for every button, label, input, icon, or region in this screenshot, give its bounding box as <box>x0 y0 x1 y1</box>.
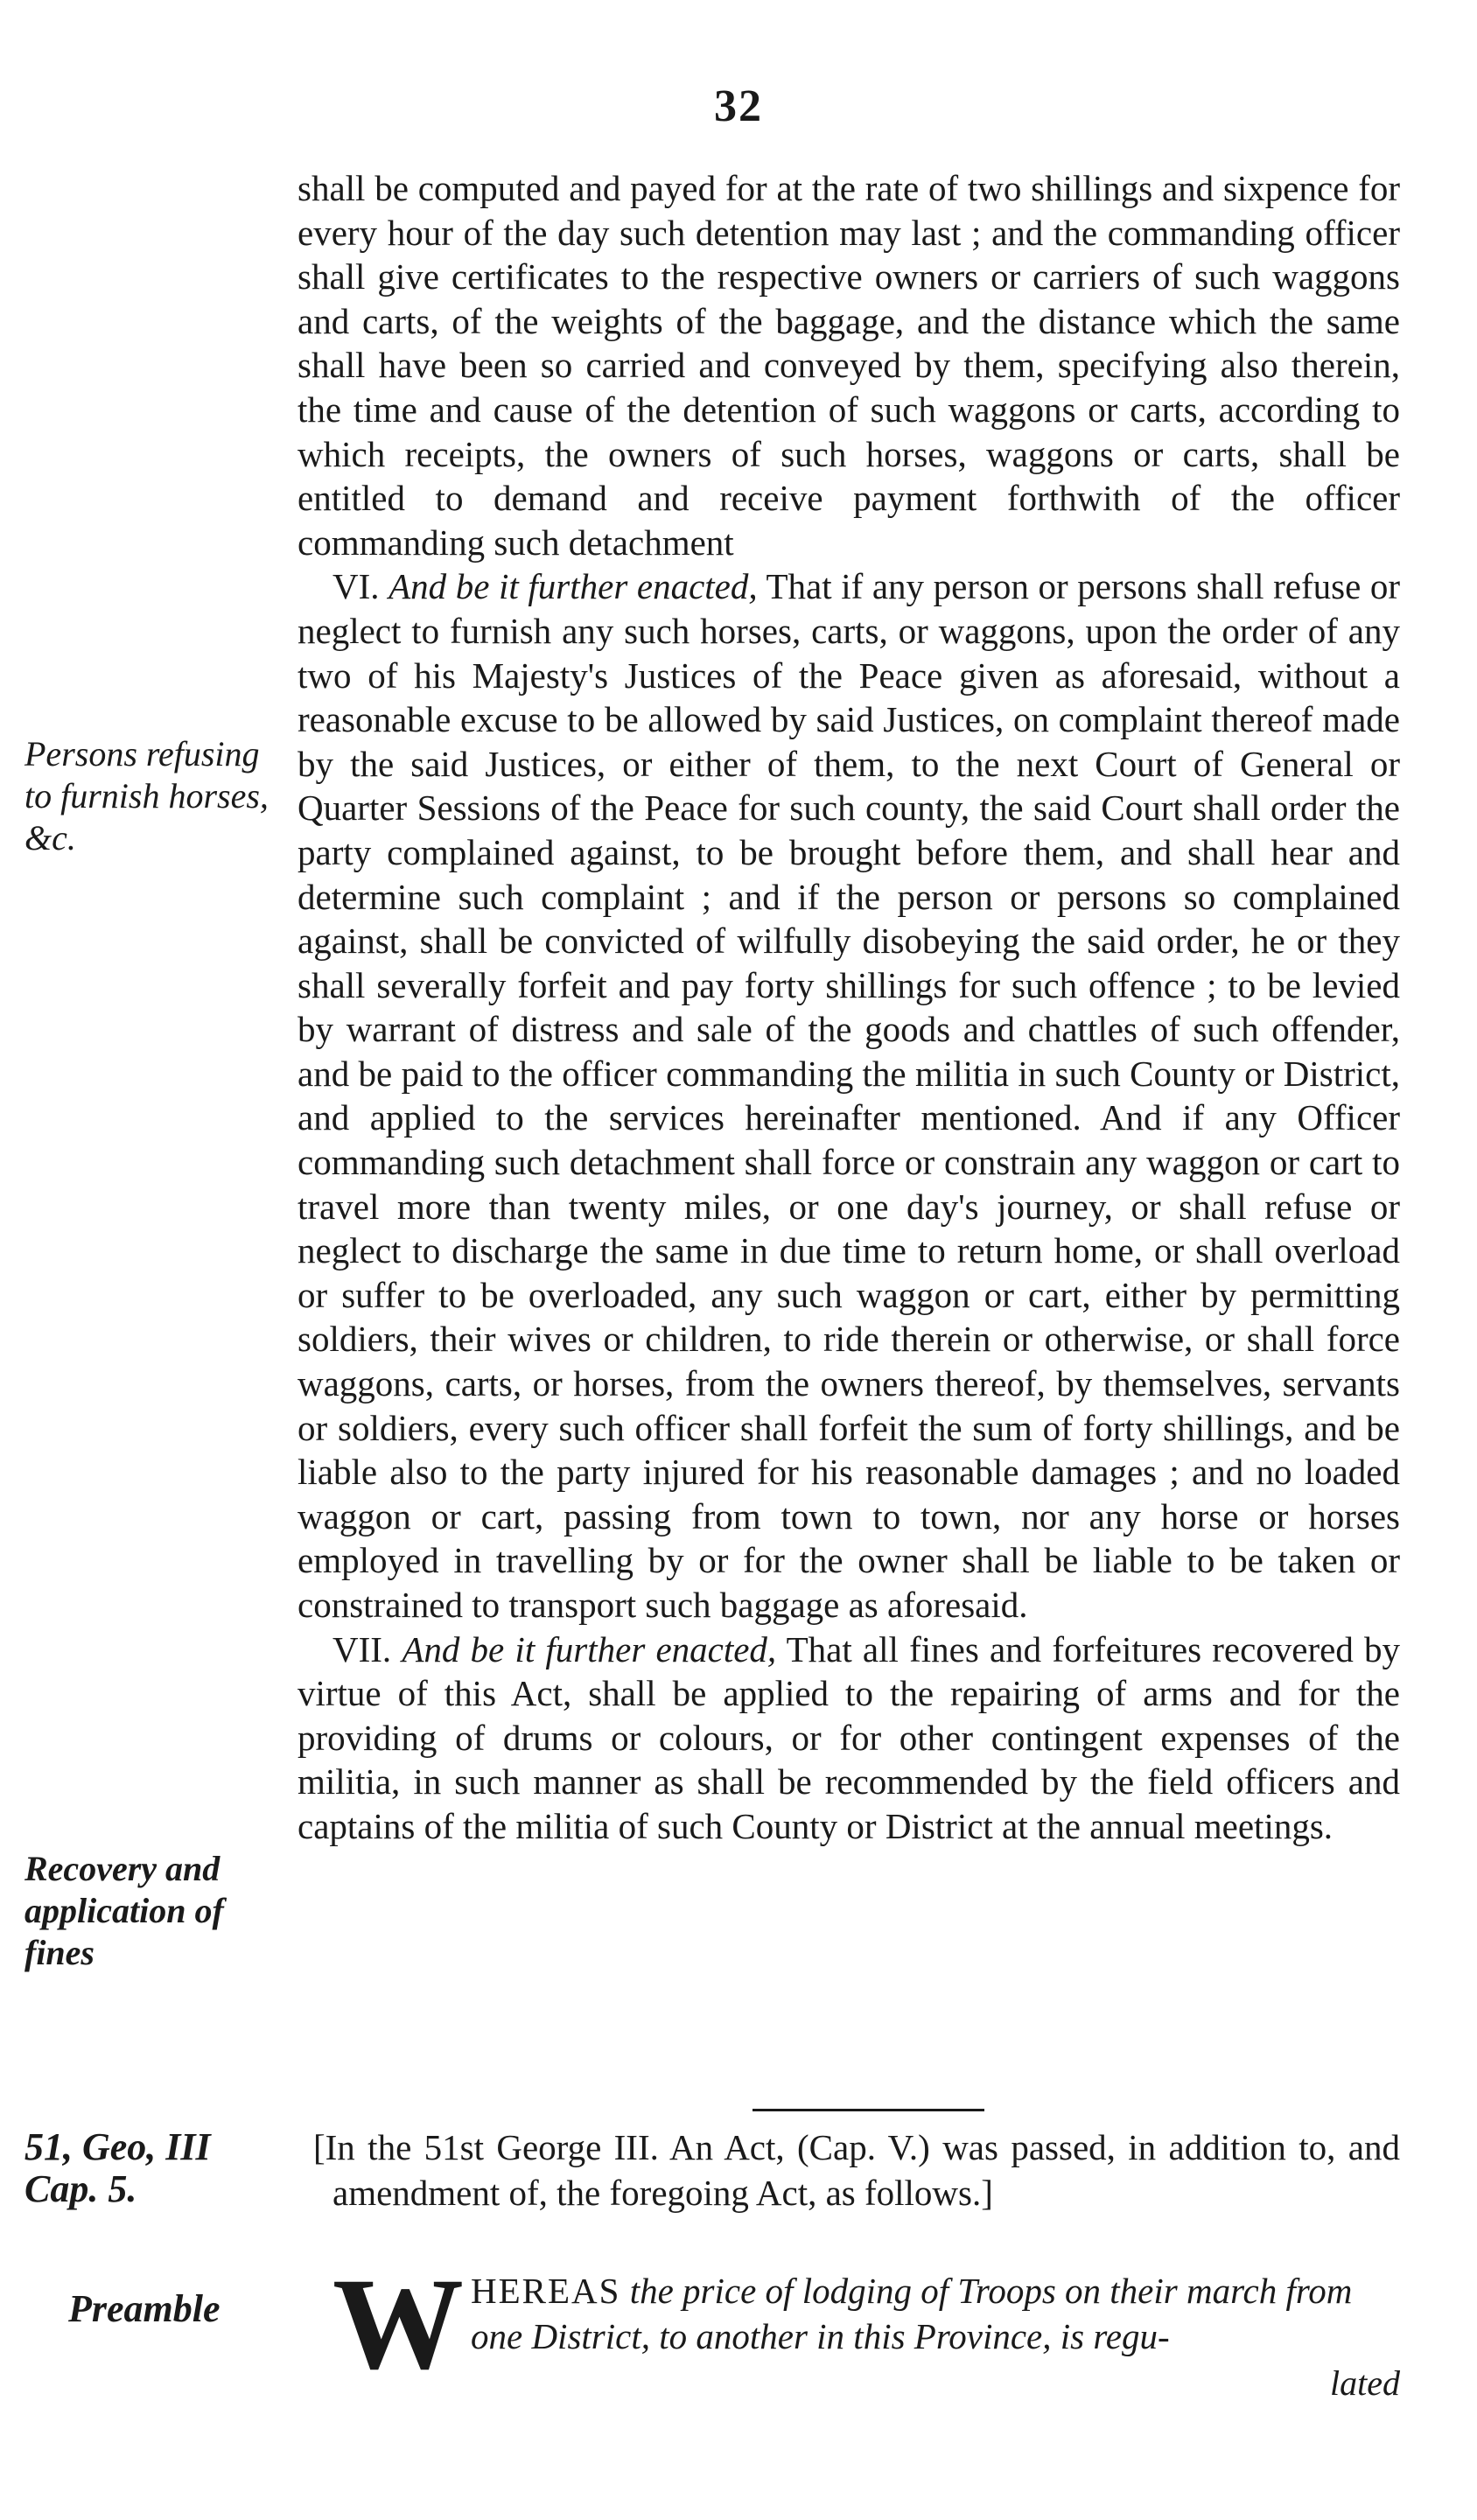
drop-cap: W <box>332 2251 464 2397</box>
section-7 <box>298 1628 1400 1849</box>
preamble-text <box>332 2268 1400 2359</box>
section-7-enacting-clause: And be it further enacted, <box>402 1628 777 1670</box>
section-6 <box>298 564 1400 1627</box>
paragraph-continuation: shall be computed and payed for at the rate of two shillings and sixpence for every hour of the day such detention may last ; and the commanding officer shall give certificates to the respective owners or carriers of such waggons and carts, of the weights of the baggage, and the distance which the same shall have been so carried and conveyed by them, specifying also therein, the time and cause of the detention of such waggons or carts, according to which receipts, the owners of such horses, waggons or carts, shall be entitled to demand and receive payment forthwith of the officer commanding such detachment <box>298 168 1400 563</box>
margin-note-persons-refusing: Persons refusing to furnish horses, &c. <box>24 734 269 858</box>
preamble-body: the price of lodging of Troops on their march from one District, to another in this Province, is regu- <box>471 2271 1353 2356</box>
body-text <box>298 166 1400 1849</box>
open-bracket: [ <box>313 2127 326 2167</box>
preamble-block <box>332 2251 1400 2404</box>
preamble-caps: HEREAS <box>471 2271 621 2311</box>
section-7-text: That all fines and forfeitures recovered by virtue of this Act, shall be applied to the repairing of arms and for the providing of drums or colours, or for other contingent expenses of the militia, in such manner as shall be recommended by the field officers and captains of the militia of such County or District at the annual meetings. <box>298 1628 1401 1846</box>
preamble-catchword: lated <box>1330 2363 1400 2403</box>
close-bracket: ] <box>981 2173 993 2213</box>
section-divider <box>752 2109 984 2111</box>
page-number: 32 <box>714 81 763 131</box>
margin-note-statute: 51, Geo, III Cap. 5. <box>24 2125 211 2210</box>
amendment-note-text: In the 51st George III. An Act, (Cap. V.) was passed, in addition to, and amendment of, the foregoing Act, as follows. <box>325 2127 1400 2213</box>
margin-note-recovery-of-fines: Recovery and application of fines <box>24 1849 224 1972</box>
section-7-number: VII. <box>332 1628 392 1670</box>
section-6-enacting-clause: And be it further enacted, <box>388 566 758 607</box>
amendment-note <box>313 2124 1400 2216</box>
margin-note-preamble: Preamble <box>68 2287 220 2330</box>
section-6-text: That if any person or persons shall refuse or neglect to furnish any such horses, carts, or waggons, upon the order of any two of his Majesty's Justices of the Peace given as aforesaid, without a reasonable excuse to be allowed by said Justices, on complaint thereof made by the said Justices, or either of them, to the next Court of General or Quarter Sessions of the Peace for such county, the said Court shall order the party complained against, to be brought before them, and shall hear and determine such complaint ; and if the person or persons so complained against, shall be convicted of wilfully disobeying the said order, he or they shall severally forfeit and pay forty shillings for such offence ; to be levied by warrant of distress and sale of the goods and chattles of such offender, and be paid to the officer commanding the militia in such County or District, and applied to the services hereinafter mentioned. And if any Officer commanding such detachment shall force or constrain any waggon or cart to travel more than twenty miles, or one day's journey, or shall refuse or neglect to discharge the same in due time to return home, or shall overload or suffer to be overloaded, any such waggon or cart, either by permitting soldiers, their wives or children, to ride therein or otherwise, or shall force waggons, carts, or horses, from the owners thereof, by themselves, servants or soldiers, every such officer shall forfeit the sum of forty shillings, and be liable also to the party injured for his reasonable damages ; and no loaded waggon or cart, passing from town to town, nor any horse or horses employed in travelling by or for the owner shall be liable to be taken or constrained to transport such baggage as aforesaid. <box>298 566 1401 1625</box>
section-6-number: VI. <box>332 566 380 607</box>
